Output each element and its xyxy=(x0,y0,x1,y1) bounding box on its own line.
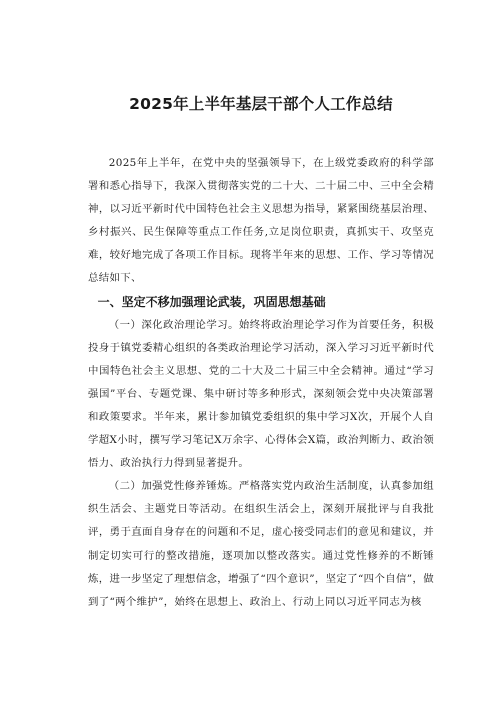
document-title: 2025年上半年基层干部个人工作总结 xyxy=(129,95,393,113)
intro-paragraph: 2025年上半年，在党中央的坚强领导下，在上级党委政府的科学部署和悉心指导下，我深入贯彻落实党的二十大、二十届二中、三中全会精神，以习近平新时代中国特色社会主义思想为指导，紧紧围绕基层治理、乡村振兴、民生保障等重点工作任务,立足岗位职责，真抓实干、攻坚克难，较好地完成了各项工作目标。现将半年来的思想、工作、学习等情况总结如下、 xyxy=(88,157,434,285)
section-heading: 一、坚定不移加强理论武装，巩固思想基础 xyxy=(97,294,326,309)
paragraph-theory-study: （一）深化政治理论学习。始终将政治理论学习作为首要任务，积极投身于镇党委精心组织的各类政治理论学习活动，深入学习习近平新时代中国特色社会主义思想、党的二十大及二十届三中全会精神。通过“学习强国”平台、专题党课、集中研讨等多种形式，深刻领会党中央决策部署和政策要求。半年来，累计参加镇党委组织的集中学习X次，开展个人自学超X小时，撰写学习笔记X万余字、心得体会X篇，政治判断力、政治领悟力、政治执行力得到显著提升。 xyxy=(88,318,434,470)
paragraph-party-spirit: （二）加强党性修养锤炼。严格落实党内政治生活制度，认真参加组织生活会、主题党日等活动。在组织生活会上，深刻开展批评与自我批评，勇于直面自身存在的问题和不足，虚心接受同志们的意见和建议，并制定切实可行的整改措施，逐项加以整改落实。通过党性修养的不断锤炼，进一步坚定了理想信念，增强了“四个意识”，坚定了“四个自信”，做到了“两个维护”，始终在思想上、政治上、行动上同以习近平同志为核 xyxy=(88,480,434,608)
